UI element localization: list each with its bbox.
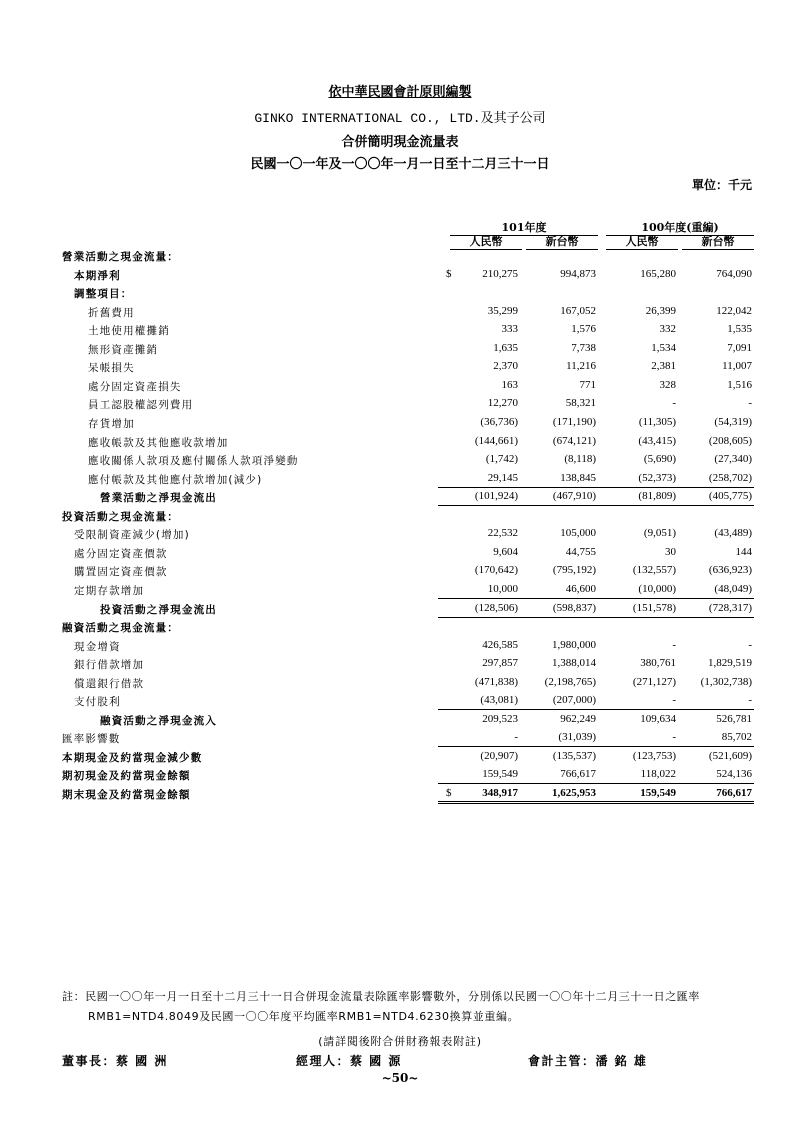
table-row: [0, 470, 800, 488]
value-rmb-100: 109,634: [640, 712, 676, 725]
value-ntd-100: -: [748, 638, 752, 651]
footnote-reference: (請詳閱後附合併財務報表附註): [318, 1035, 482, 1048]
value-ntd-100: 11,007: [722, 360, 752, 373]
currency-header-ntd-100: 新台幣: [682, 236, 754, 250]
value-ntd-100: (48,049): [676, 583, 752, 595]
table-row: [0, 600, 800, 618]
value-rmb-101: 333: [501, 323, 518, 336]
value-ntd-101: 1,576: [571, 323, 596, 336]
value-ntd-101: 994,873: [560, 267, 596, 280]
table-row: [0, 544, 800, 562]
value-rmb-100: (81,809): [600, 490, 676, 502]
value-rmb-101: 159,549: [442, 768, 518, 780]
table-row: [0, 340, 800, 358]
value-rmb-101: 210,275: [482, 267, 518, 280]
value-ntd-100: 1,535: [727, 323, 752, 336]
value-rmb-100: 1,534: [651, 341, 676, 354]
row-label: 應收關係人款項及應付關係人款項淨變動: [88, 455, 299, 468]
row-label: 營業活動之現金流量：: [62, 251, 179, 263]
row-label: 受限制資產減少(增加): [74, 529, 190, 542]
row-label: 購置固定資產價款: [74, 566, 168, 579]
value-ntd-101: 105,000: [560, 527, 596, 540]
table-row: [0, 303, 800, 321]
table-row: [0, 692, 800, 710]
value-rmb-100: 159,549: [600, 787, 676, 799]
value-ntd-100: (43,489): [714, 527, 752, 540]
value-rmb-101: (170,642): [474, 564, 518, 577]
row-label: 處分固定資產損失: [88, 380, 182, 393]
value-ntd-100: 122,042: [716, 304, 752, 317]
value-ntd-100: 524,136: [676, 768, 752, 780]
value-ntd-101: (207,000): [520, 694, 596, 706]
value-ntd-100: 1,829,519: [708, 657, 752, 670]
row-label: 投資活動之現金流量：: [62, 510, 179, 523]
value-rmb-100: -: [672, 638, 676, 651]
value-rmb-100: -: [600, 694, 676, 706]
table-row: [0, 488, 800, 506]
note-line-2: RMB1=NTD4.8049及民國一〇〇年度平均匯率RMB1=NTD4.6230換算並重編。: [88, 1010, 520, 1023]
year-101-header: 101年度: [450, 222, 598, 236]
row-label: 定期存款增加: [74, 584, 145, 597]
value-ntd-100: (208,605): [708, 434, 752, 447]
value-rmb-101: 426,585: [482, 638, 518, 651]
table-row: [0, 247, 800, 265]
currency-header-rmb-101: 人民幣: [450, 236, 522, 250]
value-rmb-101: (36,736): [480, 416, 518, 428]
value-ntd-100: (258,702): [676, 472, 752, 484]
currency-header-ntd-101: 新台幣: [526, 236, 598, 250]
table-row: [0, 655, 800, 673]
value-ntd-101: (31,039): [520, 731, 596, 743]
table-row: [0, 507, 800, 525]
value-rmb-100: (271,127): [632, 675, 676, 688]
period-heading: 民國一〇一年及一〇〇年一月一日至十二月三十一日: [250, 157, 550, 172]
value-rmb-101: 10,000: [442, 583, 518, 595]
row-label: 應收帳款及其他應收款增加: [88, 436, 229, 449]
value-rmb-100: (11,305): [638, 416, 676, 428]
value-rmb-101: (43,081): [442, 694, 518, 706]
note-line-1: 註：民國一〇〇年一月一日至十二月三十一日合併現金流量表除匯率影響數外，分別係以民國一〇〇年十二月三十一日之匯率: [62, 990, 700, 1003]
table-row: [0, 266, 800, 284]
table-row: [0, 284, 800, 302]
table-row: [0, 321, 800, 339]
value-rmb-101: (101,924): [442, 490, 518, 502]
row-label: 員工認股權認列費用: [88, 399, 194, 412]
value-ntd-101: 138,845: [520, 472, 596, 484]
value-rmb-101: 29,145: [442, 472, 518, 484]
value-ntd-101: 46,600: [520, 583, 596, 595]
table-row: [0, 785, 800, 803]
value-ntd-100: 526,781: [716, 712, 752, 725]
page-number: ~50~: [381, 1071, 419, 1085]
row-label: 存貨增加: [88, 418, 135, 430]
value-ntd-101: (674,121): [552, 434, 596, 447]
value-ntd-101: 11,216: [566, 360, 596, 373]
value-ntd-101: 58,321: [565, 397, 596, 410]
value-ntd-101: (171,190): [552, 416, 596, 428]
value-rmb-101: 9,604: [493, 545, 518, 558]
value-ntd-101: 1,980,000: [552, 638, 596, 651]
value-ntd-101: 771: [579, 378, 596, 391]
value-rmb-101: 209,523: [482, 712, 518, 725]
table-row: [0, 414, 800, 432]
value-ntd-100: -: [676, 694, 752, 706]
value-ntd-101: 766,617: [520, 768, 596, 780]
value-ntd-100: (521,609): [708, 749, 752, 762]
year-100-header: 100年度(重編): [606, 222, 754, 236]
value-rmb-100: (5,690): [643, 453, 676, 466]
manager-signature: 經理人：蔡 國 源: [296, 1054, 402, 1068]
table-row: [0, 748, 800, 766]
value-rmb-100: -: [672, 397, 676, 410]
value-rmb-101: (20,907): [480, 749, 518, 762]
value-rmb-101: 163: [501, 378, 518, 391]
value-ntd-100: 1,516: [727, 378, 752, 391]
unit-label: 單位：千元: [691, 178, 752, 192]
value-rmb-101: 348,917: [442, 787, 518, 799]
value-ntd-100: 144: [735, 545, 752, 558]
row-label: 調整項目：: [74, 288, 133, 301]
row-label: 投資活動之淨現金流出: [100, 603, 217, 616]
table-row: [0, 451, 800, 469]
row-label: 土地使用權攤銷: [88, 325, 170, 338]
accountant-signature: 會計主管：潘 銘 雄: [528, 1054, 648, 1068]
value-rmb-100: (10,000): [600, 583, 676, 595]
row-label: 應付帳款及其他應付款增加(減少): [88, 473, 263, 486]
statement-title: 合併簡明現金流量表: [341, 135, 459, 150]
value-rmb-101: (1,742): [485, 453, 518, 466]
value-ntd-101: (135,537): [552, 749, 596, 762]
value-ntd-101: (795,192): [552, 564, 596, 577]
row-label: 處分固定資產價款: [74, 547, 168, 560]
value-ntd-101: 1,625,953: [520, 787, 596, 799]
row-label: 融資活動之淨現金流入: [100, 714, 217, 727]
row-label: 匯率影響數: [62, 733, 121, 746]
row-label: 本期現金及約當現金減少數: [62, 751, 203, 764]
row-label: 銀行借款增加: [74, 659, 145, 672]
value-rmb-101: 297,857: [482, 657, 518, 670]
value-ntd-101: (2,198,765): [544, 675, 596, 688]
value-ntd-100: 766,617: [676, 787, 752, 799]
table-row: [0, 618, 800, 636]
table-row: [0, 729, 800, 747]
value-rmb-101: 35,299: [487, 304, 518, 317]
value-ntd-100: (54,319): [714, 416, 752, 428]
value-rmb-100: 328: [659, 378, 676, 391]
value-rmb-100: (123,753): [632, 749, 676, 762]
table-row: [0, 562, 800, 580]
value-rmb-101: 22,532: [487, 527, 518, 540]
value-rmb-101: (144,661): [474, 434, 518, 447]
table-row: [0, 395, 800, 413]
value-ntd-100: -: [748, 397, 752, 410]
value-ntd-101: 7,738: [571, 341, 596, 354]
value-rmb-101: -: [442, 731, 518, 743]
value-rmb-100: -: [600, 731, 676, 743]
row-label: 融資活動之現金流量：: [62, 622, 179, 634]
basis-heading: 依中華民國會計原則編製: [328, 85, 472, 100]
value-ntd-100: 7,091: [727, 341, 752, 354]
currency-symbol: $: [446, 267, 452, 280]
value-ntd-101: 1,388,014: [552, 657, 596, 670]
value-ntd-100: (728,317): [676, 602, 752, 614]
value-ntd-101: 44,755: [565, 545, 596, 558]
value-ntd-100: (1,302,738): [700, 675, 752, 688]
value-rmb-100: 380,761: [640, 657, 676, 670]
row-label: 營業活動之淨現金流出: [100, 492, 217, 505]
row-label: 無形資產攤銷: [88, 343, 159, 356]
table-row: [0, 766, 800, 784]
currency-header-rmb-100: 人民幣: [606, 236, 678, 250]
company-name: GINKO INTERNATIONAL CO., LTD.及其子公司: [254, 111, 546, 126]
value-rmb-100: (9,051): [643, 527, 676, 540]
row-label: 期初現金及約當現金餘額: [62, 770, 191, 783]
currency-symbol: $: [446, 787, 452, 799]
row-label: 支付股利: [74, 696, 121, 709]
value-rmb-100: (52,373): [600, 472, 676, 484]
row-label: 現金增資: [74, 640, 121, 653]
value-ntd-100: (636,923): [708, 564, 752, 577]
value-ntd-100: (27,340): [714, 453, 752, 466]
table-row: [0, 711, 800, 729]
table-row: [0, 433, 800, 451]
table-row: [0, 674, 800, 692]
value-rmb-100: 26,399: [645, 304, 676, 317]
value-rmb-101: (128,506): [442, 602, 518, 614]
chairman-signature: 董事長：蔡 國 洲: [62, 1054, 168, 1068]
value-ntd-101: (467,910): [520, 490, 596, 502]
table-row: [0, 358, 800, 376]
value-rmb-100: 118,022: [600, 768, 676, 780]
value-ntd-100: (405,775): [676, 490, 752, 502]
value-rmb-100: 165,280: [640, 267, 676, 280]
value-rmb-100: 332: [659, 323, 676, 336]
value-rmb-100: (43,415): [638, 434, 676, 447]
row-label: 本期淨利: [74, 269, 121, 282]
value-ntd-101: (8,118): [564, 453, 596, 466]
value-ntd-101: 962,249: [560, 712, 596, 725]
value-rmb-101: 2,370: [493, 360, 518, 373]
table-row: [0, 637, 800, 655]
value-ntd-100: 85,702: [676, 731, 752, 743]
table-row: [0, 581, 800, 599]
value-ntd-100: 764,090: [716, 267, 752, 280]
value-rmb-100: 30: [665, 545, 676, 558]
row-label: 期末現金及約當現金餘額: [62, 789, 191, 801]
value-rmb-100: (151,578): [600, 602, 676, 614]
row-label: 償還銀行借款: [74, 677, 145, 690]
value-rmb-101: (471,838): [474, 675, 518, 688]
value-rmb-101: 12,270: [487, 397, 518, 410]
value-rmb-100: 2,381: [651, 360, 676, 373]
value-rmb-100: (132,557): [632, 564, 676, 577]
row-label: 呆帳損失: [88, 362, 135, 375]
value-ntd-101: (598,837): [520, 602, 596, 614]
table-row: [0, 377, 800, 395]
row-label: 折舊費用: [88, 306, 135, 319]
table-row: [0, 525, 800, 543]
value-rmb-101: 1,635: [493, 341, 518, 354]
value-ntd-101: 167,052: [560, 304, 596, 317]
